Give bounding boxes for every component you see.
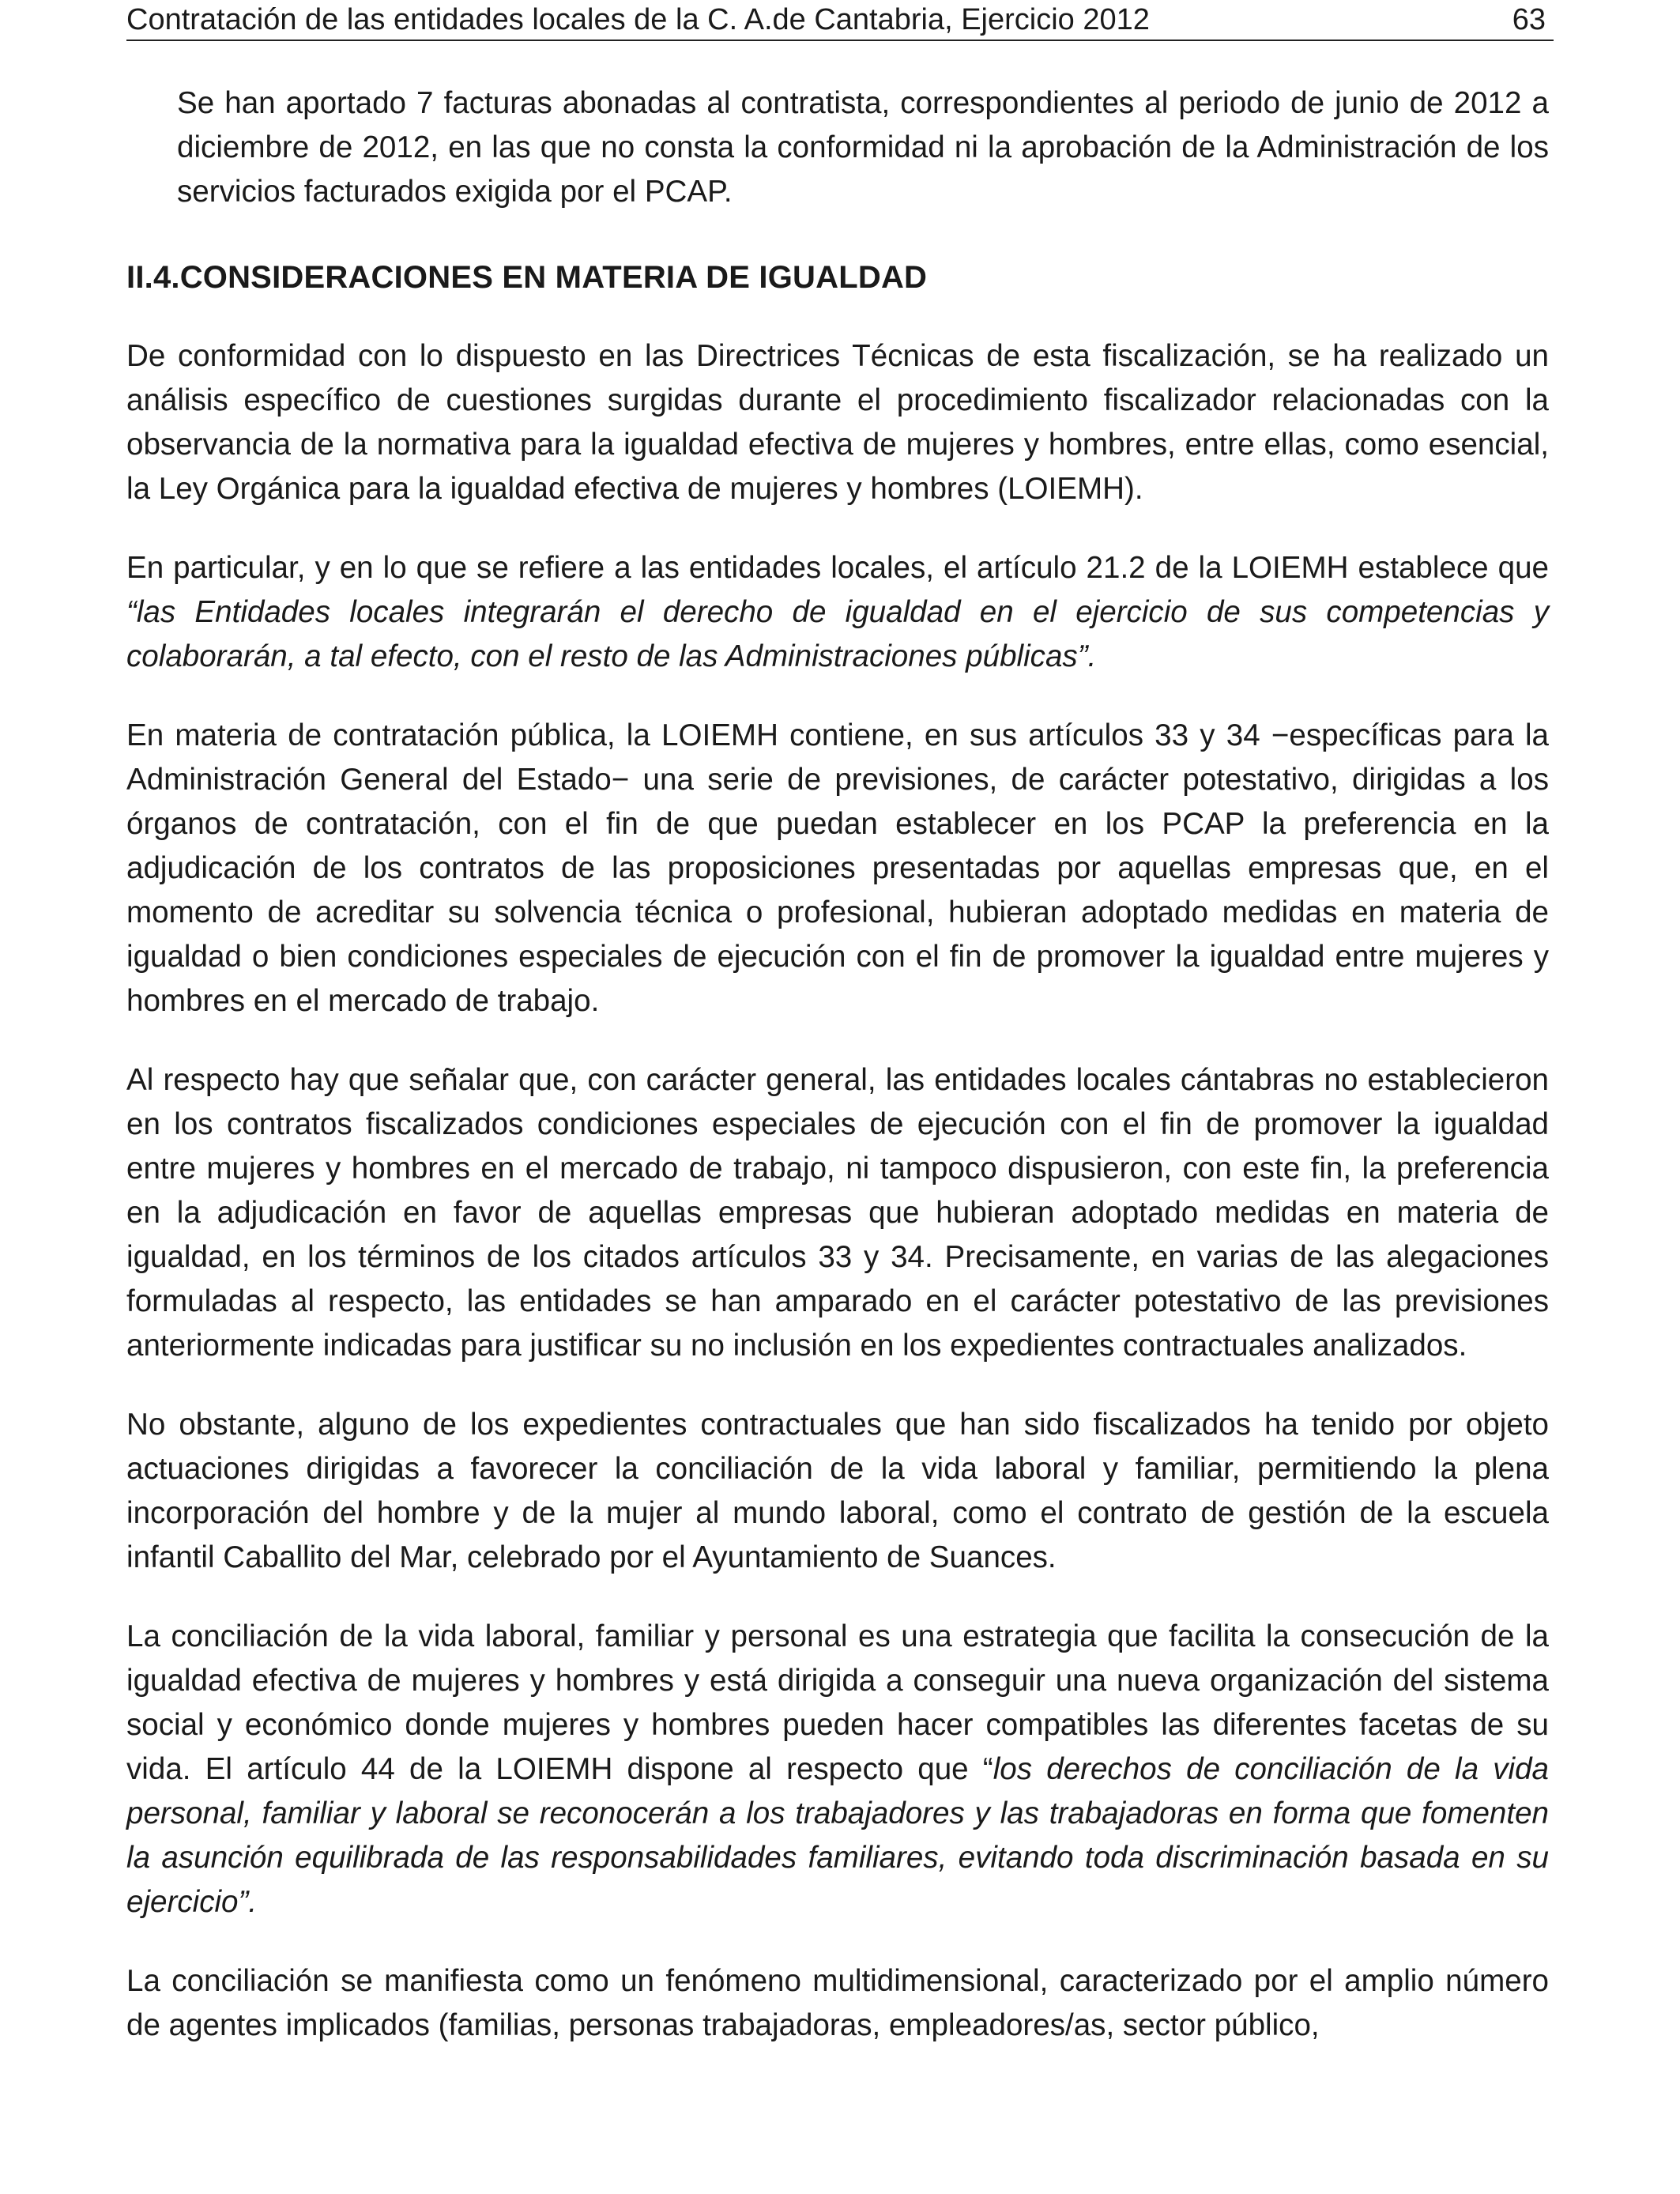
running-header: [126, 0, 1554, 41]
paragraph-2-lead: En particular, y en lo que se refiere a las entidades locales, el artículo 21.2 de la LOIEMH establece que: [126, 551, 1549, 585]
paragraph-4: Al respecto hay que señalar que, con carácter general, las entidades locales cántabras no establecieron en los contratos fiscalizados condiciones especiales de ejecución con el fin de promover la igualdad entre mujeres y hombres en el mercado de trabajo, ni tampoco dispusieron, con este fin, la preferencia en la adjudicación en favor de aquellas empresas que hubieran adoptado medidas en materia de igualdad, en los términos de los citados artículos 33 y 34. Precisamente, en varias de las alegaciones formuladas al respecto, las entidades se han amparado en el carácter potestativo de las previsiones anteriormente indicadas para justificar su no inclusión en los expedientes contractuales analizados.: [126, 1063, 1549, 1363]
intro-paragraph: Se han aportado 7 facturas abonadas al contratista, correspondientes al periodo de junio de 2012 a diciembre de 2012, en las que no consta la conformidad ni la aprobación de la Administración de los servicios facturados exigida por el PCAP.: [177, 86, 1549, 209]
paragraph-3: En materia de contratación pública, la LOIEMH contiene, en sus artículos 33 y 34 −específicas para la Administración General del Estado− una serie de previsiones, de carácter potestativo, dirigidas a los órganos de contratación, con el fin de que puedan establecer en los PCAP la preferencia en la adjudicación de los contratos de las proposiciones presentadas por aquellas empresas que, en el momento de acreditar su solvencia técnica o profesional, hubieran adoptado medidas en materia de igualdad o bien condiciones especiales de ejecución con el fin de promover la igualdad entre mujeres y hombres en el mercado de trabajo.: [126, 718, 1549, 1018]
paragraph-2-quote: “las Entidades locales integrarán el derecho de igualdad en el ejercicio de sus competencias y colaborarán, a tal efecto, con el resto de las Administraciones públicas”.: [126, 595, 1549, 673]
paragraph-6-tail: ”.: [238, 1885, 258, 1919]
paragraph-1: De conformidad con lo dispuesto en las Directrices Técnicas de esta fiscalización, se ha realizado un análisis específico de cuestiones surgidas durante el procedimiento fiscalizador relacionadas con la observancia de la normativa para la igualdad efectiva de mujeres y hombres, entre ellas, como esencial, la Ley Orgánica para la igualdad efectiva de mujeres y hombres (LOIEMH).: [126, 339, 1549, 506]
section-heading: II.4.CONSIDERACIONES EN MATERIA DE IGUALDAD: [126, 260, 928, 295]
document-body: [126, 81, 1549, 2083]
paragraph-2: [126, 546, 1549, 679]
paragraph-7: La conciliación se manifiesta como un fenómeno multidimensional, caracterizado por el amplio número de agentes implicados (familias, personas trabajadoras, empleadores/as, sector público,: [126, 1964, 1549, 2042]
paragraph-6-quote: los derechos de conciliación de la vida personal, familiar y laboral se reconocerán a los trabajadores y las trabajadoras en forma que fomenten la asunción equilibrada de las responsabilidades familiares, evitando toda discriminación basada en su ejercicio: [126, 1752, 1549, 1919]
paragraph-6-lead: La conciliación de la vida laboral, familiar y personal es una estrategia que facilita la consecución de la igualdad efectiva de mujeres y hombres y está dirigida a conseguir una nueva organización del sistema social y económico donde mujeres y hombres pueden hacer compatibles las diferentes facetas de su vida. El artículo 44 de la LOIEMH dispone al respecto que “: [126, 1619, 1549, 1786]
paragraph-6: [126, 1615, 1549, 1924]
header-title: Contratación de las entidades locales de la C. A.de Cantabria, Ejercicio 2012: [126, 3, 1150, 36]
page-number: 63: [1512, 3, 1546, 36]
paragraph-5: No obstante, alguno de los expedientes contractuales que han sido fiscalizados ha tenido por objeto actuaciones dirigidas a favorecer la conciliación de la vida laboral y familiar, permitiendo la plena incorporación del hombre y de la mujer al mundo laboral, como el contrato de gestión de la escuela infantil Caballito del Mar, celebrado por el Ayuntamiento de Suances.: [126, 1408, 1549, 1574]
